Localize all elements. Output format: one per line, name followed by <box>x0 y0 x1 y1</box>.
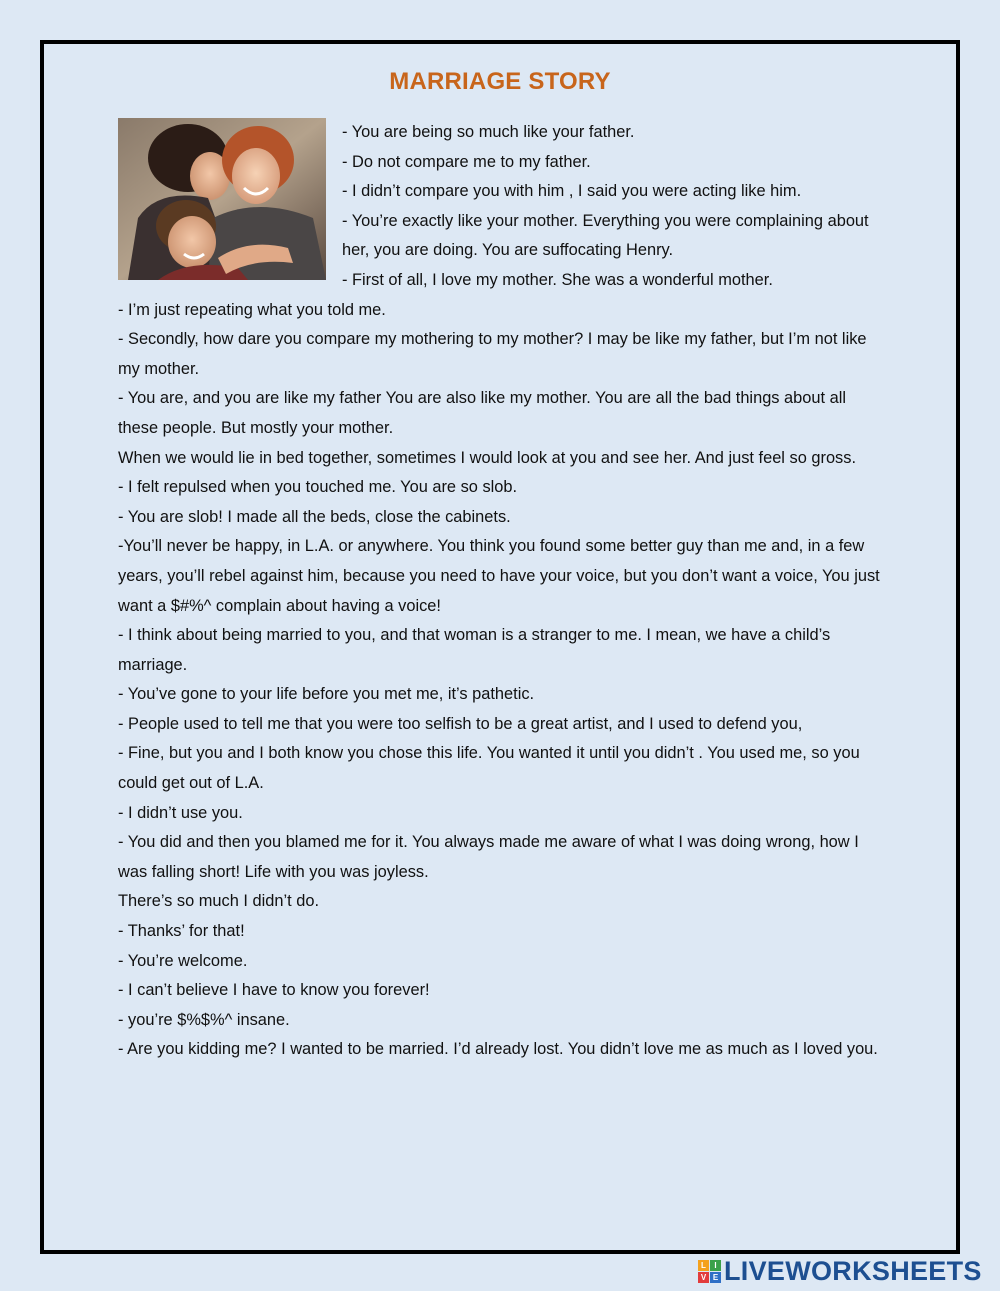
worksheet-frame <box>40 40 960 1254</box>
badge-letter: L <box>698 1260 709 1271</box>
dialogue-line: - You’ve gone to your life before you met me, it’s pathetic. <box>118 685 535 704</box>
dialogue-line: - You are, and you are like my father You are also like my mother. You are all the bad things about all these people. But mostly your mother. <box>118 389 847 437</box>
dialogue-line: - Thanks’ for that! <box>118 922 245 941</box>
dialogue-line: - I didn’t compare you with him , I said you were acting like him. <box>342 182 802 201</box>
dialogue-line: - You are being so much like your father. <box>342 123 635 141</box>
dialogue-line: - Do not compare me to my father. <box>342 152 591 171</box>
liveworksheets-logo[interactable] <box>698 1257 982 1285</box>
dialogue-line: When we would lie in bed together, sometimes I would look at you and see her. And just feel so gross. <box>118 448 857 467</box>
dialogue-line: - You’re exactly like your mother. Everything you were complaining about her, you are doing. You are suffocating Henry. <box>342 211 869 260</box>
dialogue-line: - Are you kidding me? I wanted to be married. I’d already lost. You didn’t love me as much as I loved you. <box>118 1040 878 1059</box>
dialogue-line: - Fine, but you and I both know you chose this life. You wanted it until you didn’t . You used me, so you could get out of L.A. <box>118 744 860 793</box>
badge-letter: E <box>710 1272 721 1283</box>
badge-letter: V <box>698 1272 709 1283</box>
dialogue-line: There’s so much I didn’t do. <box>118 892 320 911</box>
dialogue-line: - You are slob! I made all the beds, close the cabinets. <box>118 507 511 526</box>
photo-spacer <box>118 118 342 294</box>
dialogue-line: - you’re $%$%^ insane. <box>118 1010 290 1029</box>
dialogue-line: - I think about being married to you, and that woman is a stranger to me. I mean, we have a child’s marriage. <box>118 626 831 674</box>
dialogue-text <box>118 118 888 1065</box>
dialogue-line: - You did and then you blamed me for it. You always made me aware of what I was doing wrong, how I was falling short! Life with you was joyless. <box>118 833 859 881</box>
dialogue-line: - I didn’t use you. <box>118 803 243 822</box>
dialogue-line: - I’m just repeating what you told me. <box>118 300 386 319</box>
dialogue-line: - People used to tell me that you were too selfish to be a great artist, and I used to defend you, <box>118 714 803 733</box>
dialogue-line: - First of all, I love my mother. She was a wonderful mother. <box>342 270 773 289</box>
dialogue-line: - You’re welcome. <box>118 951 248 970</box>
badge-letter: I <box>710 1260 721 1271</box>
dialogue-line: - Secondly, how dare you compare my mothering to my mother? I may be like my father, but I’m not like my mother. <box>118 330 867 378</box>
logo-text: LIVEWORKSHEETS <box>724 1255 982 1286</box>
logo-badge-icon <box>698 1260 721 1283</box>
dialogue-line: - I felt repulsed when you touched me. You are so slob. <box>118 478 518 497</box>
page-title: MARRIAGE STORY <box>389 68 611 95</box>
dialogue-line: - I can’t believe I have to know you forever! <box>118 981 430 1000</box>
dialogue-line: -You’ll never be happy, in L.A. or anywhere. You think you found some better guy than me and, in a few years, you’ll rebel against him, because you need to have your voice, but you don’t want a voice, You just want a $#%^ complain about having a voice! <box>118 537 880 615</box>
